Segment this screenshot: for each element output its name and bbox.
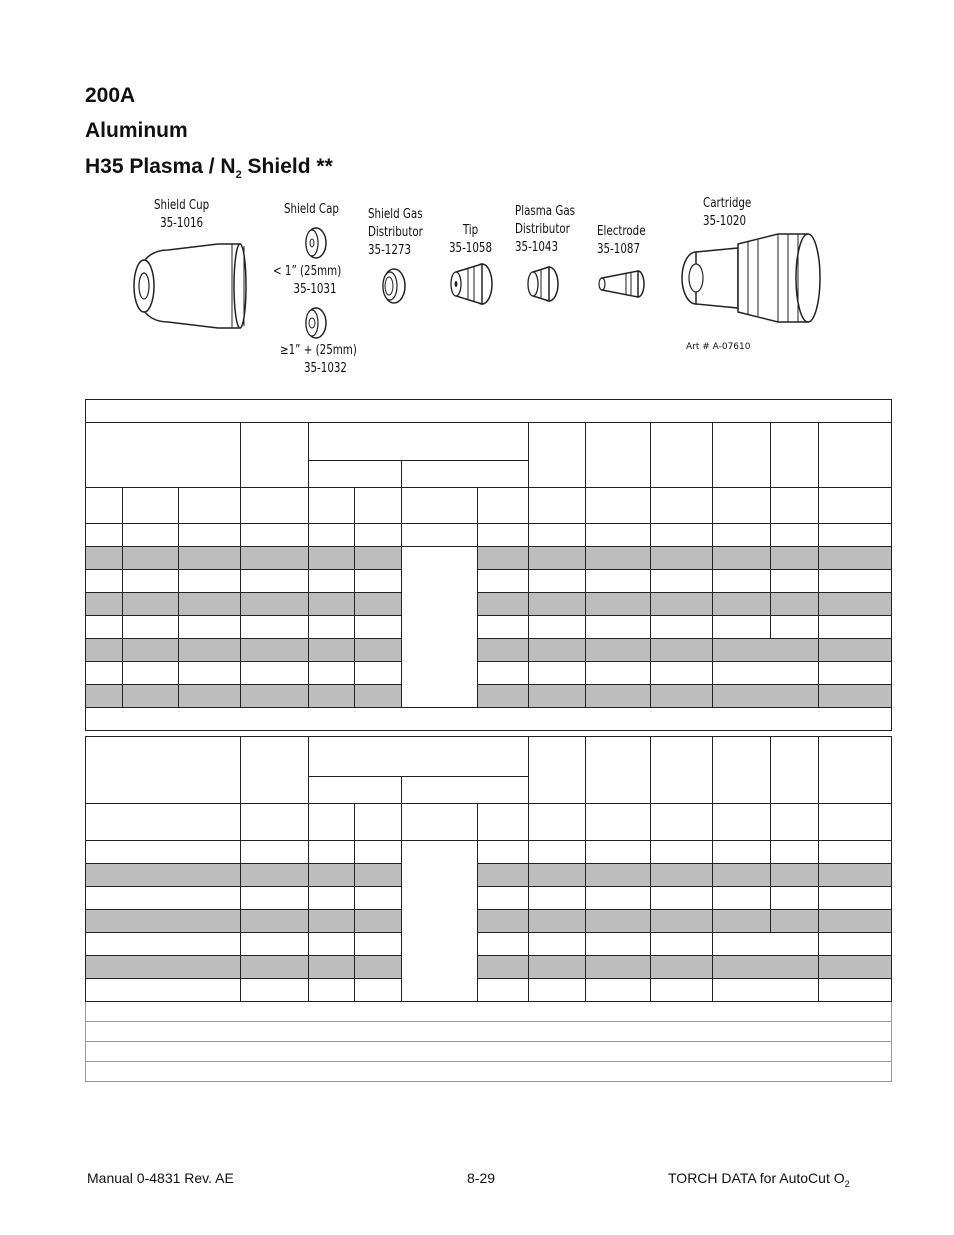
footer-page-number: 8-29 <box>467 1170 496 1186</box>
cartridge-label: Cartridge 35-1020 <box>703 196 752 229</box>
table-note-row <box>86 1022 892 1042</box>
table-row <box>86 979 892 1002</box>
tip-image <box>446 262 496 306</box>
table-header-row <box>86 488 892 524</box>
shield-cap-label: Shield Cap <box>284 202 339 217</box>
table-note-row <box>86 1002 892 1022</box>
shield-cup-label: Shield Cup 35-1016 <box>154 198 210 231</box>
electrode-label: Electrode 35-1087 <box>597 224 646 257</box>
table-row <box>86 887 892 910</box>
table-row <box>86 864 892 887</box>
shield-cap-small-image <box>300 225 330 261</box>
cut-chart-table-metric <box>85 399 892 731</box>
plasma-gas-distributor-image <box>525 264 561 304</box>
table-row <box>86 547 892 570</box>
cartridge-image <box>678 230 826 326</box>
table-row <box>86 956 892 979</box>
table-note-row <box>86 1062 892 1082</box>
table-row <box>86 841 892 864</box>
cut-chart-table-imperial <box>85 736 892 1082</box>
heading-gases: H35 Plasma / $N_2$ Shield ** <box>85 155 333 182</box>
table-title-row <box>86 708 892 731</box>
table-row <box>86 662 892 685</box>
art-number: Art # A-07610 <box>686 342 751 352</box>
heading-material: Aluminum <box>85 119 188 142</box>
table-row <box>86 593 892 616</box>
footer-section: TORCH DATA for AutoCut $O_2$ <box>668 1170 850 1189</box>
table-header-row <box>86 737 892 777</box>
table-row <box>86 639 892 662</box>
shield-cap-large-image <box>300 305 330 341</box>
shield-cap-small-label: < 1” (25mm) 35-1031 <box>273 264 342 297</box>
table-header-row <box>86 423 892 461</box>
table-header-row <box>86 804 892 841</box>
table-row <box>86 933 892 956</box>
tip-label: Tip 35-1058 <box>449 223 492 256</box>
heading-current: 200A <box>85 84 136 107</box>
electrode-image <box>596 268 648 300</box>
table-row <box>86 910 892 933</box>
shield-cap-large-label: ≥1” + (25mm) 35-1032 <box>280 343 357 376</box>
plasma-gas-distributor-label: Plasma Gas Distributor 35-1043 <box>515 204 575 255</box>
table-title-row <box>86 400 892 423</box>
table-row <box>86 524 892 547</box>
shield-cup-image <box>128 238 258 334</box>
table-note-row <box>86 1042 892 1062</box>
table-row <box>86 570 892 593</box>
table-row <box>86 685 892 708</box>
shield-gas-distributor-image <box>378 266 408 306</box>
table-row <box>86 616 892 639</box>
footer-manual: Manual 0-4831 Rev. AE <box>87 1170 234 1186</box>
shield-gas-distributor-label: Shield Gas Distributor 35-1273 <box>368 207 423 258</box>
